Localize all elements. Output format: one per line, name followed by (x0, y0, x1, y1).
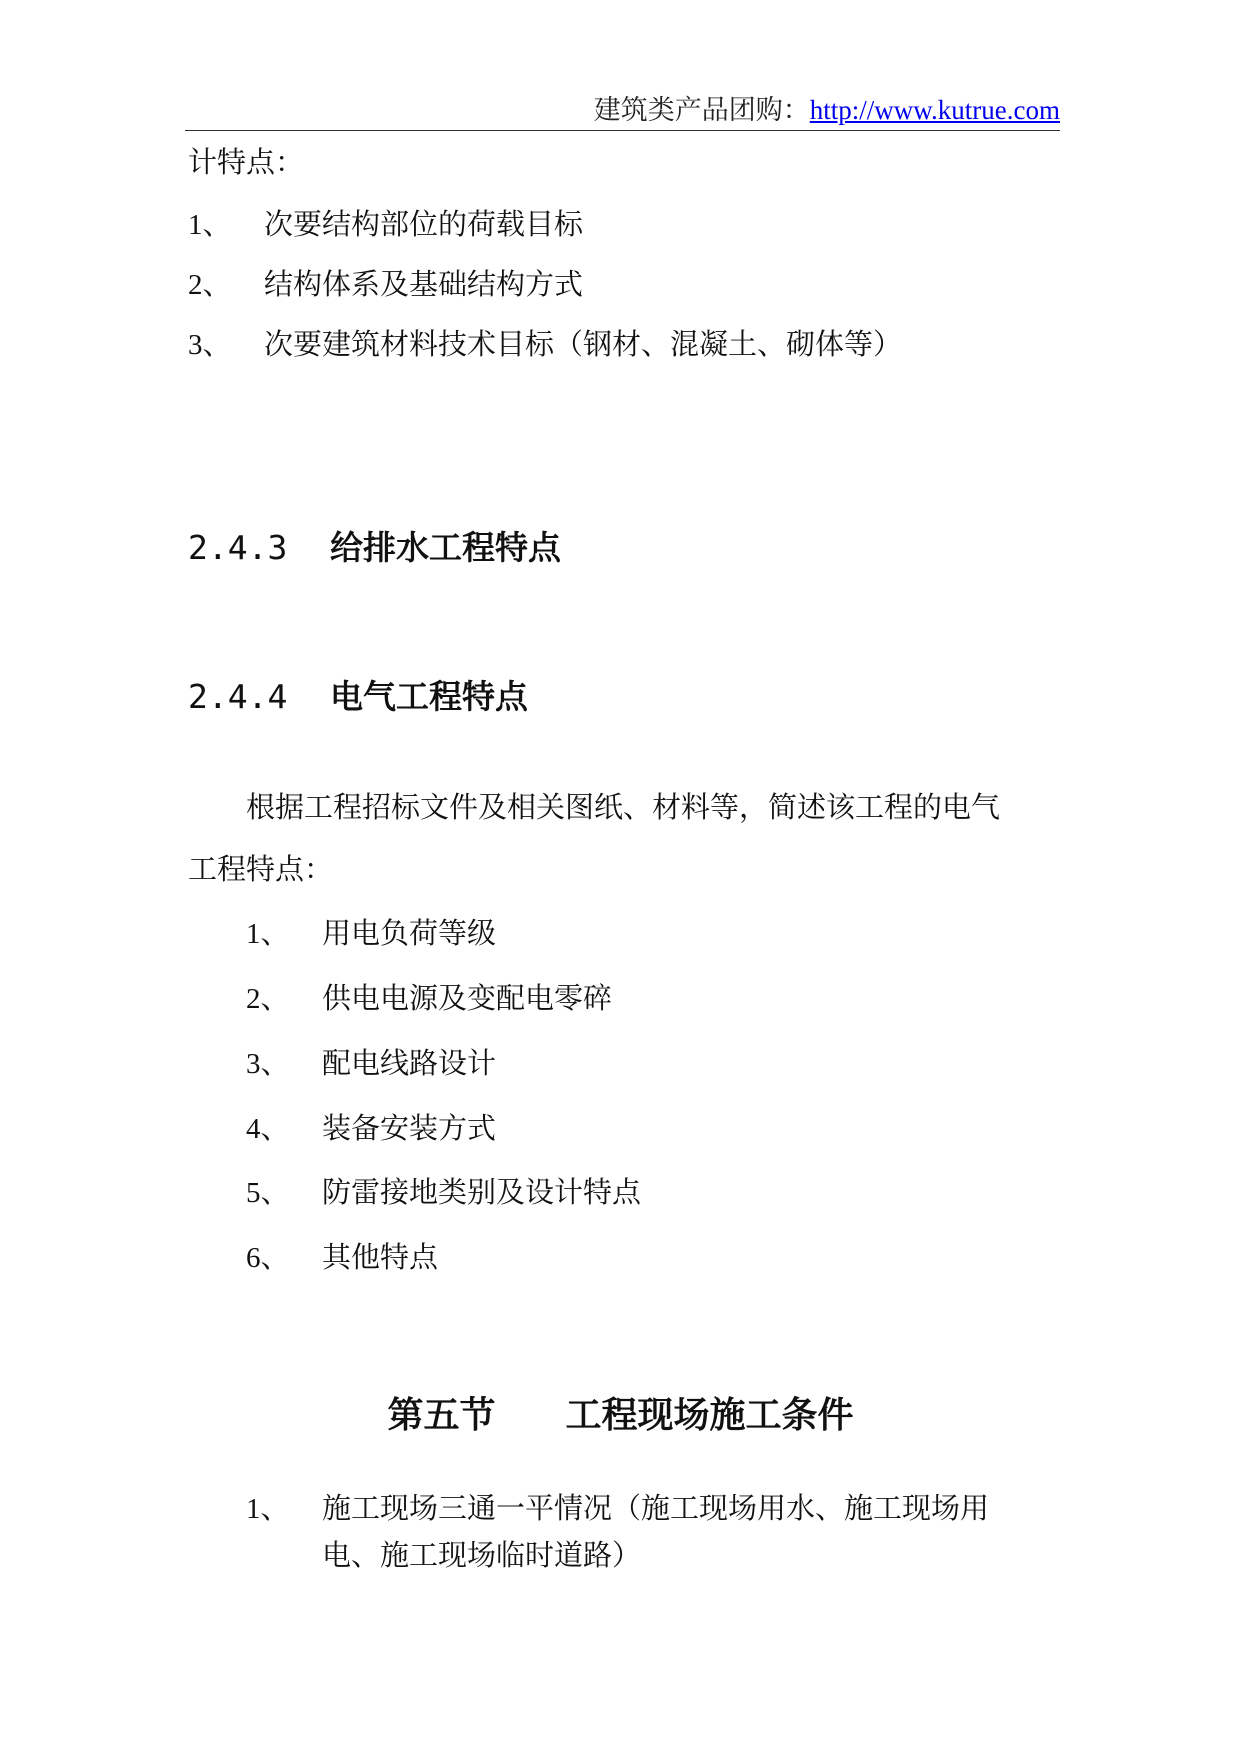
paragraph-line: 根据工程招标文件及相关图纸、材料等，简述该工程的电气 (246, 790, 1001, 824)
list-item-text: 配电线路设计 (322, 1046, 497, 1080)
list-item-number: 3、 (246, 1048, 290, 1080)
list-item-continuation: 电、施工现场临时道路） (322, 1538, 642, 1572)
list-item (246, 913, 496, 954)
list-item-text: 供电电源及变配电零碎 (322, 981, 613, 1015)
list-item-number: 5、 (246, 1177, 290, 1209)
list-item-text: 用电负荷等级 (322, 916, 497, 950)
page-header (185, 90, 1060, 131)
intro-tail: 计特点： (188, 145, 305, 179)
list-item-text: 结构体系及基础结构方式 (264, 267, 584, 301)
heading-number: 2.4.3 (188, 528, 288, 567)
list-item-text: 防雷接地类别及设计特点 (322, 1175, 642, 1209)
section-title (0, 1392, 1241, 1438)
header-link[interactable]: http://www.kutrue.com (809, 95, 1060, 125)
paragraph-line: 工程特点： (188, 852, 334, 886)
heading-title: 给排水工程特点 (330, 528, 561, 567)
list-item-number: 2、 (188, 269, 232, 301)
list-item-number: 6、 (246, 1242, 290, 1274)
list-item-number: 1、 (246, 1493, 290, 1525)
list-item (246, 1108, 496, 1149)
heading-2-4-3 (188, 526, 561, 570)
heading-2-4-4 (188, 675, 528, 719)
section-label: 第五节 (387, 1394, 496, 1436)
list-item-number: 2、 (246, 983, 290, 1015)
list-item (188, 264, 583, 305)
list-item-text: 施工现场三通一平情况（施工现场用水、施工现场用 (322, 1491, 990, 1525)
list-item-text: 其他特点 (322, 1240, 439, 1274)
heading-title: 电气工程特点 (330, 677, 528, 716)
list-item (246, 978, 612, 1019)
heading-number: 2.4.4 (188, 677, 288, 716)
section-heading: 工程现场施工条件 (565, 1394, 854, 1436)
list-item (246, 1172, 641, 1213)
header-text: 建筑类产品团购： (593, 95, 810, 126)
list-item (246, 1237, 438, 1278)
list-item-number: 3、 (188, 329, 232, 361)
list-item (246, 1488, 989, 1529)
list-item-text: 装备安装方式 (322, 1111, 497, 1145)
list-item-text: 次要建筑材料技术目标（钢材、混凝土、砌体等） (264, 327, 903, 361)
list-item (188, 204, 583, 245)
list-item (188, 324, 902, 365)
list-item-number: 4、 (246, 1113, 290, 1145)
list-item-number: 1、 (246, 918, 290, 950)
list-item (246, 1043, 496, 1084)
list-item-text: 次要结构部位的荷载目标 (264, 207, 584, 241)
list-item-number: 1、 (188, 209, 232, 241)
